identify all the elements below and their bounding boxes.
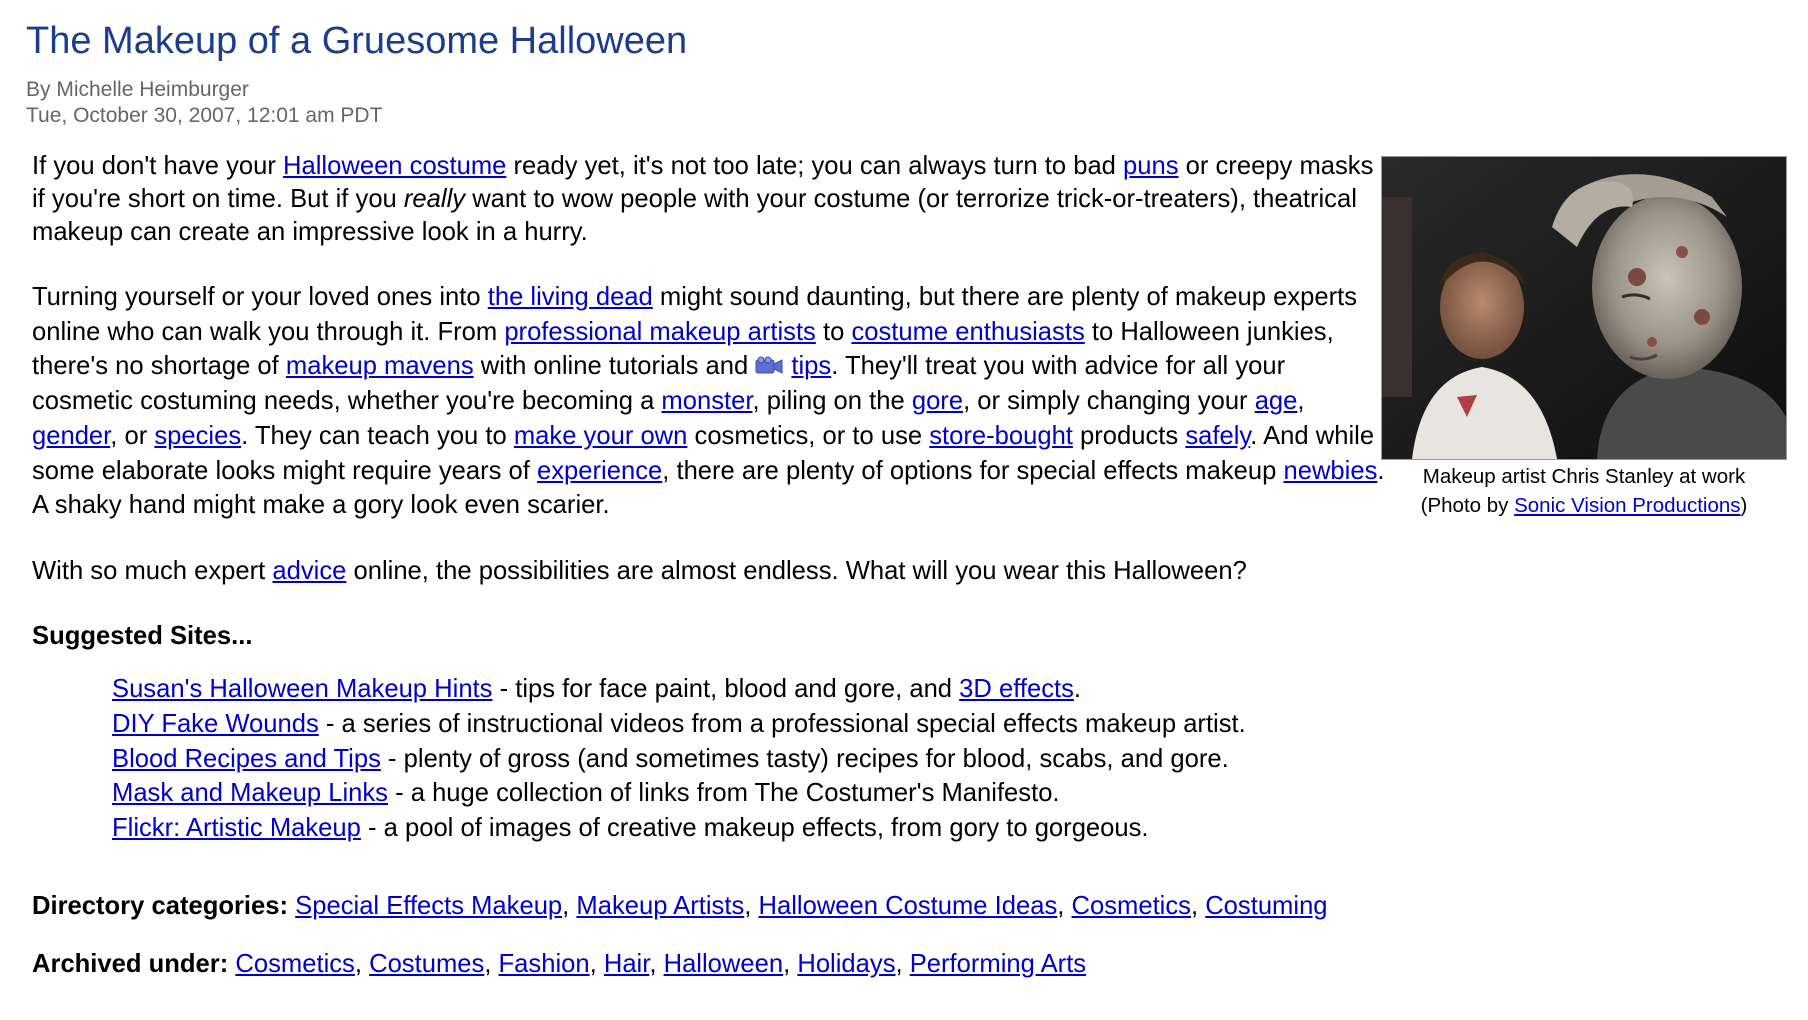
link-professional-makeup-artists[interactable]: professional makeup artists [504,317,816,346]
text-fragment: to Halloween junkies, there's no shortage of [32,317,1334,381]
text-fragment: , or simply changing your [963,387,1255,416]
separator: , [562,891,577,920]
directory-label: Directory categories: [32,891,289,920]
text-fragment: , there are plenty of options for special effects makeup [662,456,1284,485]
list-item [112,811,1387,846]
link-species[interactable]: species [154,421,242,450]
link-puns[interactable]: puns [1123,152,1179,180]
article-title: The Makeup of a Gruesome Halloween [26,20,688,62]
list-item [112,776,1387,811]
archived-under [32,946,1387,982]
text-fragment: online, the possibilities are almost endless. What will you wear this Halloween? [346,556,1247,585]
link-3d-effects[interactable]: 3D effects [959,674,1074,703]
link-archive-item[interactable]: Fashion [498,949,590,978]
item-description: - a series of instructional videos from a professional special effects makeup artist. [318,709,1246,738]
text-fragment: With so much expert [32,556,273,585]
link-archive-item[interactable]: Hair [603,949,650,978]
link-newbies[interactable]: newbies [1283,456,1378,485]
text-fragment: , [1297,387,1305,416]
photo-figure [1381,156,1787,520]
text-fragment: . They can teach you to [241,421,514,450]
text-fragment: to [815,317,852,346]
link-diy-fake-wounds[interactable]: DIY Fake Wounds [112,709,319,738]
item-description-end: . [1073,674,1082,703]
text-fragment: or creepy masks if you're short on time. But if you [32,152,1374,213]
link-archive-item[interactable]: Cosmetics [235,949,355,978]
separator: , [895,949,910,978]
link-store-bought[interactable]: store-bought [929,421,1073,450]
link-blood-recipes[interactable]: Blood Recipes and Tips [112,744,381,773]
link-living-dead[interactable]: the living dead [487,283,653,311]
caption-credit [1381,491,1787,520]
list-item [112,707,1387,742]
article-body [32,150,1387,1004]
link-costume-enthusiasts[interactable]: costume enthusiasts [851,317,1085,346]
link-age[interactable]: age [1254,387,1298,416]
separator: , [744,891,759,920]
emphasis-really: really [403,185,466,213]
item-description: - a pool of images of creative makeup effects, from gory to gorgeous. [360,814,1149,843]
separator: , [1190,891,1206,920]
separator: , [589,949,604,978]
link-monster[interactable]: monster [661,387,753,416]
link-make-your-own[interactable]: make your own [513,421,688,450]
link-safely[interactable]: safely [1185,421,1251,450]
link-susans-halloween-makeup-hints[interactable]: Susan's Halloween Makeup Hints [112,674,493,703]
byline-author: By Michelle Heimburger [26,78,249,101]
link-flickr-artistic-makeup[interactable]: Flickr: Artistic Makeup [112,814,361,843]
text-fragment: . A shaky hand might make a gory look even scarier. [32,456,1385,520]
separator: , [783,949,798,978]
suggested-sites-list [112,672,1387,846]
text-fragment: might sound daunting, but there are plenty of makeup experts online who can walk you through it. From [32,283,1358,346]
list-item [112,742,1387,777]
text-fragment: , or [110,421,155,450]
text-fragment: , piling on the [752,387,912,416]
text-fragment: . And while some elaborate looks might require years of [32,421,1375,485]
link-directory-item[interactable]: Cosmetics [1071,891,1191,920]
link-experience[interactable]: experience [537,456,663,485]
text-fragment: want to wow people with your costume (or terrorize trick-or-treaters), theatrical makeup can create an impressive look in a hurry. [32,185,1357,246]
link-directory-item[interactable]: Makeup Artists [576,891,745,920]
link-directory-item[interactable]: Costuming [1205,891,1328,920]
caption-credit-prefix: (Photo by [1420,494,1515,517]
byline-date: Tue, October 30, 2007, 12:01 am PDT [26,104,383,127]
text-fragment: cosmetics, or to use [687,421,930,450]
archived-label: Archived under: [32,949,229,978]
link-archive-item[interactable]: Holidays [797,949,896,978]
link-makeup-mavens[interactable]: makeup mavens [285,352,474,381]
link-gender[interactable]: gender [32,421,111,450]
text-fragment: . They'll treat you with advice for all your cosmetic costuming needs, whether you're becoming a [32,352,1286,416]
directory-categories [32,888,1387,924]
text-fragment: If you don't have your [32,152,284,180]
text-fragment: products [1072,421,1186,450]
link-directory-item[interactable]: Halloween Costume Ideas [758,891,1058,920]
link-advice[interactable]: advice [272,556,347,585]
link-tips[interactable]: tips [791,352,832,381]
link-mask-and-makeup-links[interactable]: Mask and Makeup Links [112,779,388,808]
paragraph-experts [32,280,1387,523]
link-archive-item[interactable]: Performing Arts [909,949,1087,978]
item-description: - a huge collection of links from The Costumer's Manifesto. [387,779,1060,808]
separator: , [354,949,370,978]
link-archive-item[interactable]: Costumes [369,949,485,978]
separator: , [649,949,664,978]
paragraph-intro [32,150,1387,249]
link-halloween-costume[interactable]: Halloween costume [283,152,507,180]
separator: , [484,949,499,978]
photo-credit-link[interactable]: Sonic Vision Productions [1514,494,1741,517]
text-fragment: ready yet, it's not too late; you can always turn to bad [506,152,1124,180]
photo-caption [1381,462,1787,520]
video-camera-icon [755,356,783,376]
text-fragment: with online tutorials and [473,352,756,381]
makeup-artist-photo [1381,156,1787,460]
link-archive-item[interactable]: Halloween [663,949,784,978]
caption-line: Makeup artist Chris Stanley at work [1422,465,1746,488]
text-fragment: Turning yourself or your loved ones into [32,283,488,311]
link-gore[interactable]: gore [911,387,964,416]
caption-credit-suffix: ) [1740,494,1748,517]
separator: , [1057,891,1072,920]
item-description: - plenty of gross (and sometimes tasty) recipes for blood, scabs, and gore. [380,744,1229,773]
article-meta [26,77,382,129]
list-item [112,672,1387,707]
paragraph-closing [32,554,1387,589]
link-directory-item[interactable]: Special Effects Makeup [295,891,563,920]
item-description: - tips for face paint, blood and gore, and [492,674,960,703]
suggested-sites-heading: Suggested Sites... [32,622,253,651]
